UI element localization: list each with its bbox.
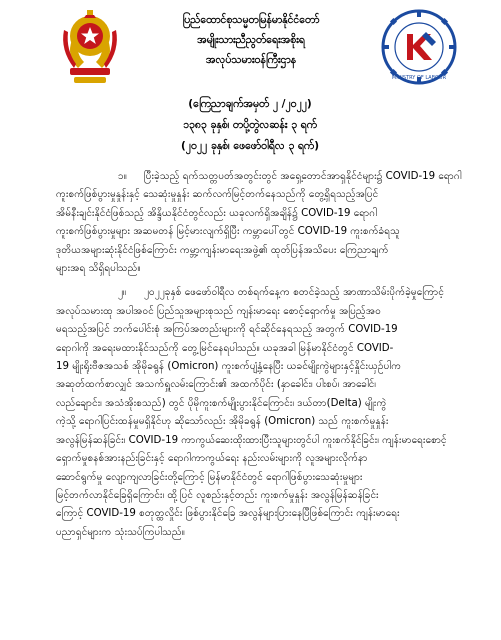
paragraph-line: ၂။ ၂၀၂၂ခုနှစ် ဖေဖော်ဝါရီလ တစ်ရက်နေ့က စတင်ခဲ့သည့် အာဏာသိမ်းပိုက်ခဲ့မှုကြောင့်: [56, 284, 466, 302]
state-emblem-logo: [58, 6, 122, 88]
paragraph-line: ၁။ ပြီးခဲ့သည့် ရက်သတ္တပတ်အတွင်းတွင် အရှေ့တောင်အာရှနိုင်ငံများ၌ COVID-19 ရောဂါ: [56, 168, 466, 186]
statement-body: [56, 168, 466, 548]
paragraph-line: ကဲ့သို့ ရောဂါပြင်းထန်မှုမရှိနိုင်ဟု ဆိုသော်လည်း အိုမိုခရွန် (Omicron) သည် ကူးစက်မှုနှုန်း: [56, 416, 389, 428]
paragraph-line: ရောဂါကို အရေးမထားနိုင်သည်ကို တွေ့မြင်နေရပါသည်။ ယခုအခါ မြန်မာနိုင်ငံတွင် COVID-: [56, 342, 394, 354]
gregorian-date: (၂၀၂၂ ခုနှစ်၊ ဖေဖော်ဝါရီလ ၃ ရက်): [180, 140, 319, 152]
paragraph-line: မြင့်တက်လာနိုင်ခြေရှိကြောင်း၊ ထို့ပြင် လူစည်းနှင့်တည်း ကူးစက်မှုနှုန်း အလွန်မြန်ဆန်ခြင်း: [56, 489, 379, 501]
paragraph-line: 19 မျိုးရိုးဗီဇအသစ် အိုမိုခရွန် (Omicron) ကူးစက်ပျံ့နှံ့နေပြီး ယခင်မျိုးကွဲများနှင့်နှိုင်းယှဉ်ပါက: [56, 361, 402, 373]
statement-number: (ကြေညာချက်အမှတ် ၂ /၂၀၂၂): [188, 98, 312, 110]
paragraph-1: [56, 168, 466, 278]
paragraph-line: ကူးစက်ဖြစ်ပွားမှုများ အဆမတန် မြင့်မားလျက်ရှိပြီး ကမ္ဘာပေါ်တွင် COVID-19 ကူးစက်ခံရသူ: [56, 226, 400, 238]
paragraph-line: အိမ်နီးချင်းနိုင်ငံဖြစ်သည့် အိန္ဒိယနိုင်ငံတွင်လည်း ယခုလက်ရှိအချိန်၌ COVID-19 ရောဂါ: [56, 207, 377, 219]
ministry-name: အလုပ်သမားဝန်ကြီးဌာန: [205, 54, 297, 66]
country-name: ပြည်ထောင်စုသမ္မတမြန်မာနိုင်ငံတော်: [182, 14, 320, 26]
statement-meta: [100, 94, 400, 157]
government-name: အမျိုးသားညီညွတ်ရေးအစိုးရ: [197, 34, 305, 46]
paragraph-line: ပညာရှင်များက သုံးသပ်ကြပါသည်။: [56, 526, 185, 538]
paragraph-line: များအရ သိရှိရပါသည်။: [56, 263, 141, 275]
paragraph-line: လည်ချောင်း၊ အသံအိုးစသည်) တွင် ပိုမိုကူးစက်မျိုးပွားနိုင်ကြောင်း၊ ဒယ်တာ(Delta) မျိုးကွဲ: [56, 397, 387, 409]
paragraph-line: ကြောင့် COVID-19 စတုတ္ထလှိုင်း ဖြစ်ပွားနိုင်ခြေ အလွန်များပြားနေပြီဖြစ်ကြောင်း ကျန်းမာရေး: [56, 508, 400, 520]
paragraph-line: အလုပ်သမားထု အပါအဝင် ပြည်သူအများစုသည် ကျန်းမာရေး စောင့်ရှောက်မှု အပြည့်အဝ: [56, 305, 381, 317]
paragraph-line: အလွန်မြန်ဆန်ခြင်း၊ COVID-19 ကာကွယ်ဆေးထိုးထားပြီးသူများတွင်ပါ ကူးစက်နိုင်ခြင်း၊ ကျန်းမာရေးစောင့်: [56, 434, 447, 446]
paragraph-line: ဆောင်ရွက်မှု လျော့ကျလာခြင်းတို့ကြောင့် မြန်မာနိုင်ငံတွင် ရောဂါဖြစ်ပွားသေဆုံးမှုများ: [56, 471, 363, 483]
ministry-of-labour-logo: [380, 8, 458, 86]
paragraph-line: ဒုတိယအများဆုံးနိုင်ငံဖြစ်ကြောင်း ကမ္ဘာ့ကျန်းမာရေးအဖွဲ့၏ ထုတ်ပြန်အသိပေး ကြေညာချက်: [56, 244, 389, 256]
issuing-organization: [120, 10, 382, 70]
paragraph-line: အဆုတ်ထက်စာလျှင် အသက်ရှူလမ်းကြောင်း၏ အထက်ပိုင်း (နှာခေါင်း၊ ပါးစပ်၊ အာခေါင်၊: [56, 379, 377, 391]
paragraph-2: [56, 284, 466, 542]
paragraph-number: ၁။: [118, 171, 127, 182]
paragraph-line: မရသည့်အပြင် ဘက်ပေါင်းစုံ အကြပ်အတည်းများကို ရင်ဆိုင်နေရသည့် အတွက် COVID-19: [56, 324, 398, 336]
paragraph-number: ၂။: [118, 287, 127, 299]
lunar-date: ၁၃၈၃ ခုနှစ်၊ တပို့တွဲလဆန်း ၃ ရက်: [183, 119, 317, 131]
paragraph-line: ကူးစက်ဖြစ်ပွားမှုနှုန်းနှင့် သေဆုံးမှုနှုန်း ဆက်လက်မြင့်တက်နေသည်ကို တွေ့ရှိရသည့်အပြင်: [56, 189, 379, 201]
logo-caption: MINISTRY OF LABOUR: [391, 75, 447, 81]
paragraph-line: ရှောက်မှုစနစ်အားနည်းခြင်းနှင့် ရောဂါကာကွယ်ရေး နည်းလမ်းများကို လူအများလိုက်နာ: [56, 453, 368, 465]
